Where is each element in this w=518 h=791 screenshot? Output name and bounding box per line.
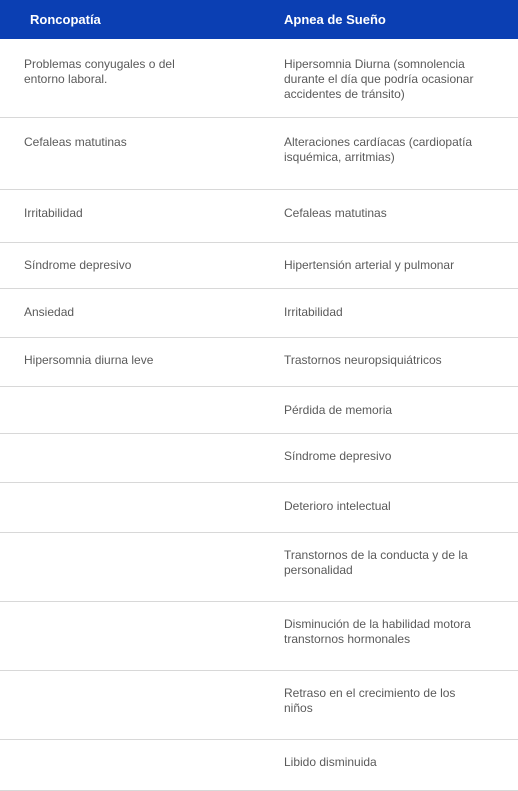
- cell-apnea: Síndrome depresivo: [284, 449, 392, 463]
- cell-roncopatia: Irritabilidad: [24, 206, 83, 220]
- header-roncopatia: Roncopatía: [30, 12, 101, 27]
- table-row: [0, 289, 518, 338]
- cell-apnea: Cefaleas matutinas: [284, 206, 387, 220]
- cell-apnea: Pérdida de memoria: [284, 403, 393, 417]
- table-row: [0, 434, 518, 483]
- table-row: [0, 338, 518, 387]
- cell-roncopatia: Cefaleas matutinas: [24, 135, 127, 149]
- table-row: [0, 39, 518, 118]
- cell-roncopatia: Hipersomnia diurna leve: [24, 353, 154, 367]
- header-apnea: Apnea de Sueño: [284, 12, 386, 27]
- table-row: [0, 602, 518, 671]
- cell-apnea: Alteraciones cardíacas (cardiopatía isquémica, arritmias): [284, 135, 473, 164]
- cell-apnea: Transtornos de la conducta y de la personalidad: [284, 548, 468, 577]
- cell-apnea: Trastornos neuropsiquiátricos: [284, 353, 442, 367]
- cell-apnea: Deterioro intelectual: [284, 499, 391, 513]
- cell-roncopatia: Problemas conyugales o del entorno laboral.: [24, 57, 175, 86]
- cell-apnea: Hipersomnia Diurna (somnolencia durante el día que podría ocasionar accidentes de tránsito): [284, 57, 474, 101]
- cell-apnea: Irritabilidad: [284, 305, 343, 319]
- cell-roncopatia: Ansiedad: [24, 305, 75, 319]
- table-row: [0, 533, 518, 602]
- cell-apnea: Retraso en el crecimiento de los niños: [284, 686, 456, 715]
- table-row: [0, 740, 518, 791]
- table-row: [0, 118, 518, 190]
- table-header: [0, 0, 518, 39]
- table-row: [0, 671, 518, 740]
- cell-roncopatia: Síndrome depresivo: [24, 258, 132, 272]
- table-row: [0, 190, 518, 243]
- cell-apnea: Libido disminuida: [284, 755, 377, 769]
- cell-apnea: Hipertensión arterial y pulmonar: [284, 258, 455, 272]
- table-row: [0, 483, 518, 533]
- table-row: [0, 243, 518, 289]
- cell-apnea: Disminución de la habilidad motora transtornos hormonales: [284, 617, 471, 646]
- table-row: [0, 387, 518, 434]
